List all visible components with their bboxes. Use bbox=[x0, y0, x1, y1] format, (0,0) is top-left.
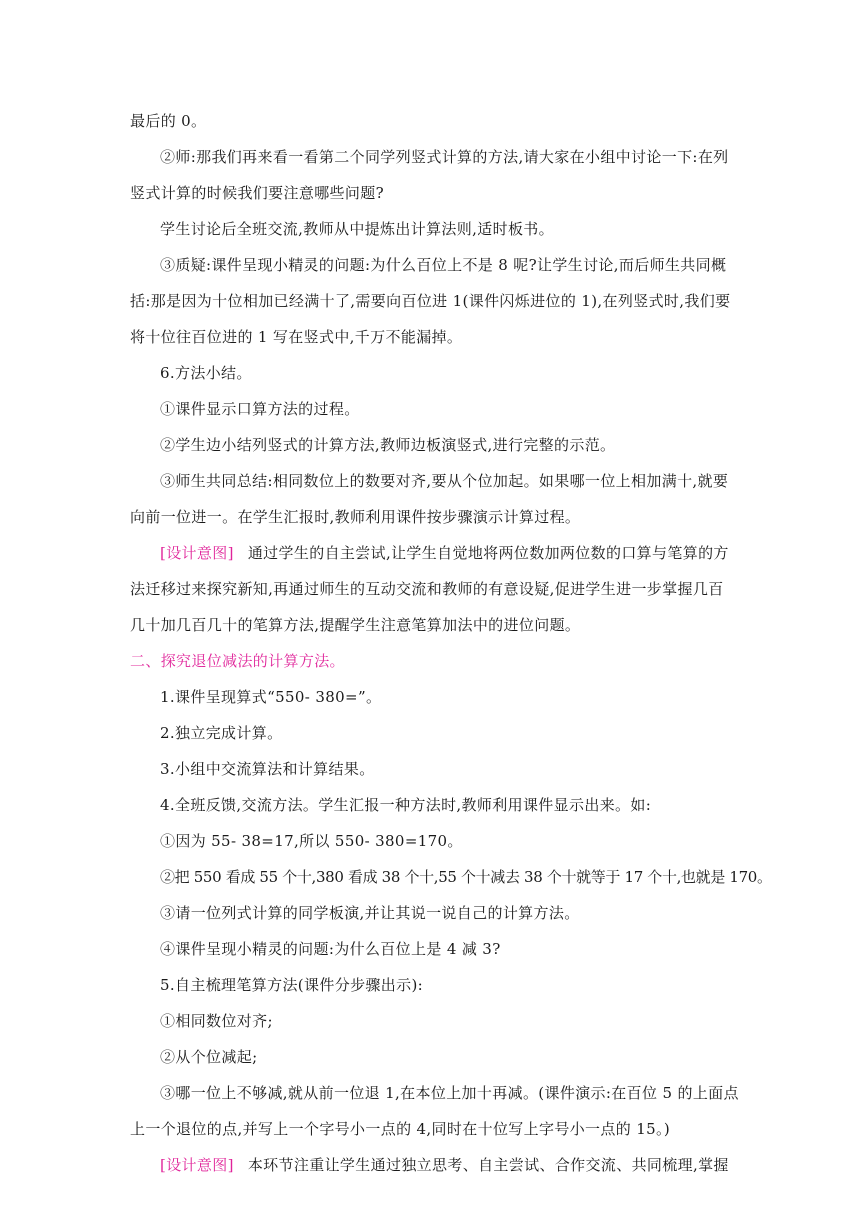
paragraph-line: ②把 550 看成 55 个十,380 看成 38 个十,55 个十减去 38 个十就等于 17 个十,也就是 170。 bbox=[160, 868, 772, 886]
paragraph-line: 最后的 0。 bbox=[130, 112, 207, 130]
paragraph-line: 将十位往百位进的 1 写在竖式中,千万不能漏掉。 bbox=[130, 328, 463, 346]
paragraph-line: 1.课件呈现算式“550- 380=”。 bbox=[160, 688, 382, 706]
paragraph-line: ③师生共同总结:相同数位上的数要对齐,要从个位加起。如果哪一位上相加满十,就要 bbox=[160, 472, 729, 490]
paragraph-line: 2.独立完成计算。 bbox=[160, 724, 283, 742]
paragraph-line: ③哪一位上不够减,就从前一位退 1,在本位上加十再减。(课件演示:在百位 5 的上面点 bbox=[160, 1084, 739, 1102]
design-intent-text: 本环节注重让学生通过独立思考、自主尝试、合作交流、共同梳理,掌握 bbox=[247, 1156, 729, 1174]
paragraph-line: ③质疑:课件呈现小精灵的问题:为什么百位上不是 8 呢?让学生讨论,而后师生共同概 bbox=[160, 256, 727, 274]
design-intent-line bbox=[160, 543, 729, 563]
paragraph-line: 法迁移过来探究新知,再通过师生的互动交流和教师的有意设疑,促进学生进一步掌握几百 bbox=[130, 580, 724, 598]
paragraph-line: 5.自主梳理笔算方法(课件分步骤出示): bbox=[160, 976, 424, 994]
design-intent-tag: [设计意图] bbox=[160, 544, 234, 562]
paragraph-line: ②师:那我们再来看一看第二个同学列竖式计算的方法,请大家在小组中讨论一下:在列 bbox=[160, 148, 729, 166]
paragraph-line: ③请一位列式计算的同学板演,并让其说一说自己的计算方法。 bbox=[160, 904, 580, 922]
paragraph-line: ①因为 55- 38=17,所以 550- 380=170。 bbox=[160, 832, 463, 850]
paragraph-line: ②从个位减起; bbox=[160, 1048, 258, 1066]
paragraph-line: 几十加几百几十的笔算方法,提醒学生注意笔算加法中的进位问题。 bbox=[130, 616, 581, 634]
paragraph-line: ①课件显示口算方法的过程。 bbox=[160, 400, 360, 418]
paragraph-line: 上一个退位的点,并写上一个字号小一点的 4,同时在十位写上字号小一点的 15。) bbox=[130, 1120, 671, 1138]
section-heading-pink: 二、探究退位减法的计算方法。 bbox=[130, 652, 345, 670]
design-intent-line bbox=[160, 1155, 729, 1175]
paragraph-line: ②学生边小结列竖式的计算方法,教师边板演竖式,进行完整的示范。 bbox=[160, 436, 616, 454]
paragraph-line: 学生讨论后全班交流,教师从中提炼出计算法则,适时板书。 bbox=[160, 220, 554, 238]
paragraph-line: 括:那是因为十位相加已经满十了,需要向百位进 1(课件闪烁进位的 1),在列竖式时,我们要 bbox=[130, 292, 731, 310]
paragraph-line: 4.全班反馈,交流方法。学生汇报一种方法时,教师利用课件显示出来。如: bbox=[160, 796, 652, 814]
paragraph-line: 向前一位进一。在学生汇报时,教师利用课件按步骤演示计算过程。 bbox=[130, 508, 581, 526]
paragraph-line: 竖式计算的时候我们要注意哪些问题? bbox=[130, 184, 384, 202]
design-intent-tag: [设计意图] bbox=[160, 1156, 234, 1174]
design-intent-text: 通过学生的自主尝试,让学生自觉地将两位数加两位数的口算与笔算的方 bbox=[247, 544, 729, 562]
section-heading: 6.方法小结。 bbox=[160, 364, 252, 382]
paragraph-line: ①相同数位对齐; bbox=[160, 1012, 273, 1030]
paragraph-line: 3.小组中交流算法和计算结果。 bbox=[160, 760, 375, 778]
paragraph-line: ④课件呈现小精灵的问题:为什么百位上是 4 减 3? bbox=[160, 940, 501, 958]
